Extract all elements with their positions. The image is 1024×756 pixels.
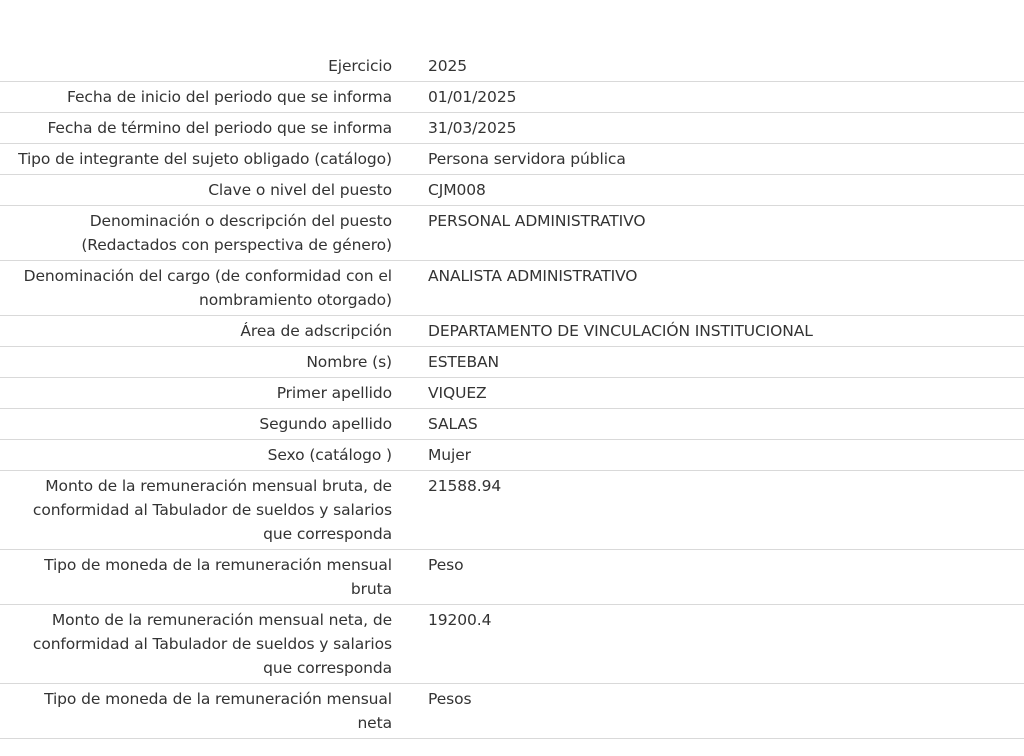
field-label: Denominación del cargo (de conformidad con el nombramiento otorgado) <box>23 267 392 309</box>
field-value: CJM008 <box>428 181 486 199</box>
table-row <box>0 175 1024 206</box>
detail-table <box>0 51 1024 739</box>
table-row <box>0 440 1024 471</box>
field-label: Fecha de inicio del periodo que se informa <box>67 88 392 106</box>
field-value: PERSONAL ADMINISTRATIVO <box>428 212 646 230</box>
table-row <box>0 51 1024 82</box>
field-label: Clave o nivel del puesto <box>208 181 392 199</box>
field-value: VIQUEZ <box>428 384 487 402</box>
field-value: DEPARTAMENTO DE VINCULACIÓN INSTITUCIONAL <box>428 322 813 340</box>
field-value: 31/03/2025 <box>428 119 517 137</box>
table-row <box>0 684 1024 739</box>
field-label: Tipo de moneda de la remuneración mensual neta <box>44 690 392 732</box>
field-value: ANALISTA ADMINISTRATIVO <box>428 267 638 285</box>
field-value: 21588.94 <box>428 477 502 495</box>
field-label: Monto de la remuneración mensual bruta, de conformidad al Tabulador de sueldos y salarios que corresponda <box>32 477 392 543</box>
field-value: SALAS <box>428 415 478 433</box>
field-label: Segundo apellido <box>259 415 392 433</box>
field-value: ESTEBAN <box>428 353 500 371</box>
field-value: Peso <box>428 556 464 574</box>
table-row <box>0 471 1024 550</box>
table-row <box>0 316 1024 347</box>
field-label: Sexo (catálogo ) <box>267 446 392 464</box>
field-label: Fecha de término del periodo que se informa <box>47 119 392 137</box>
field-label: Área de adscripción <box>240 322 392 340</box>
table-row <box>0 144 1024 175</box>
table-row <box>0 206 1024 261</box>
field-label: Tipo de moneda de la remuneración mensual bruta <box>44 556 392 598</box>
table-row <box>0 261 1024 316</box>
field-value: 2025 <box>428 57 468 75</box>
field-label: Nombre (s) <box>306 353 392 371</box>
field-label: Primer apellido <box>276 384 392 402</box>
field-value: Persona servidora pública <box>428 150 626 168</box>
table-row <box>0 378 1024 409</box>
table-row <box>0 113 1024 144</box>
field-value: Pesos <box>428 690 472 708</box>
field-label: Denominación o descripción del puesto (Redactados con perspectiva de género) <box>81 212 392 254</box>
field-value: Mujer <box>428 446 471 464</box>
table-row <box>0 347 1024 378</box>
table-row <box>0 82 1024 113</box>
table-row <box>0 409 1024 440</box>
field-value: 01/01/2025 <box>428 88 517 106</box>
field-label: Monto de la remuneración mensual neta, de conformidad al Tabulador de sueldos y salarios que corresponda <box>32 611 392 677</box>
table-row <box>0 550 1024 605</box>
table-row <box>0 605 1024 684</box>
field-value: 19200.4 <box>428 611 492 629</box>
field-label: Ejercicio <box>328 57 392 75</box>
field-label: Tipo de integrante del sujeto obligado (catálogo) <box>18 150 392 168</box>
